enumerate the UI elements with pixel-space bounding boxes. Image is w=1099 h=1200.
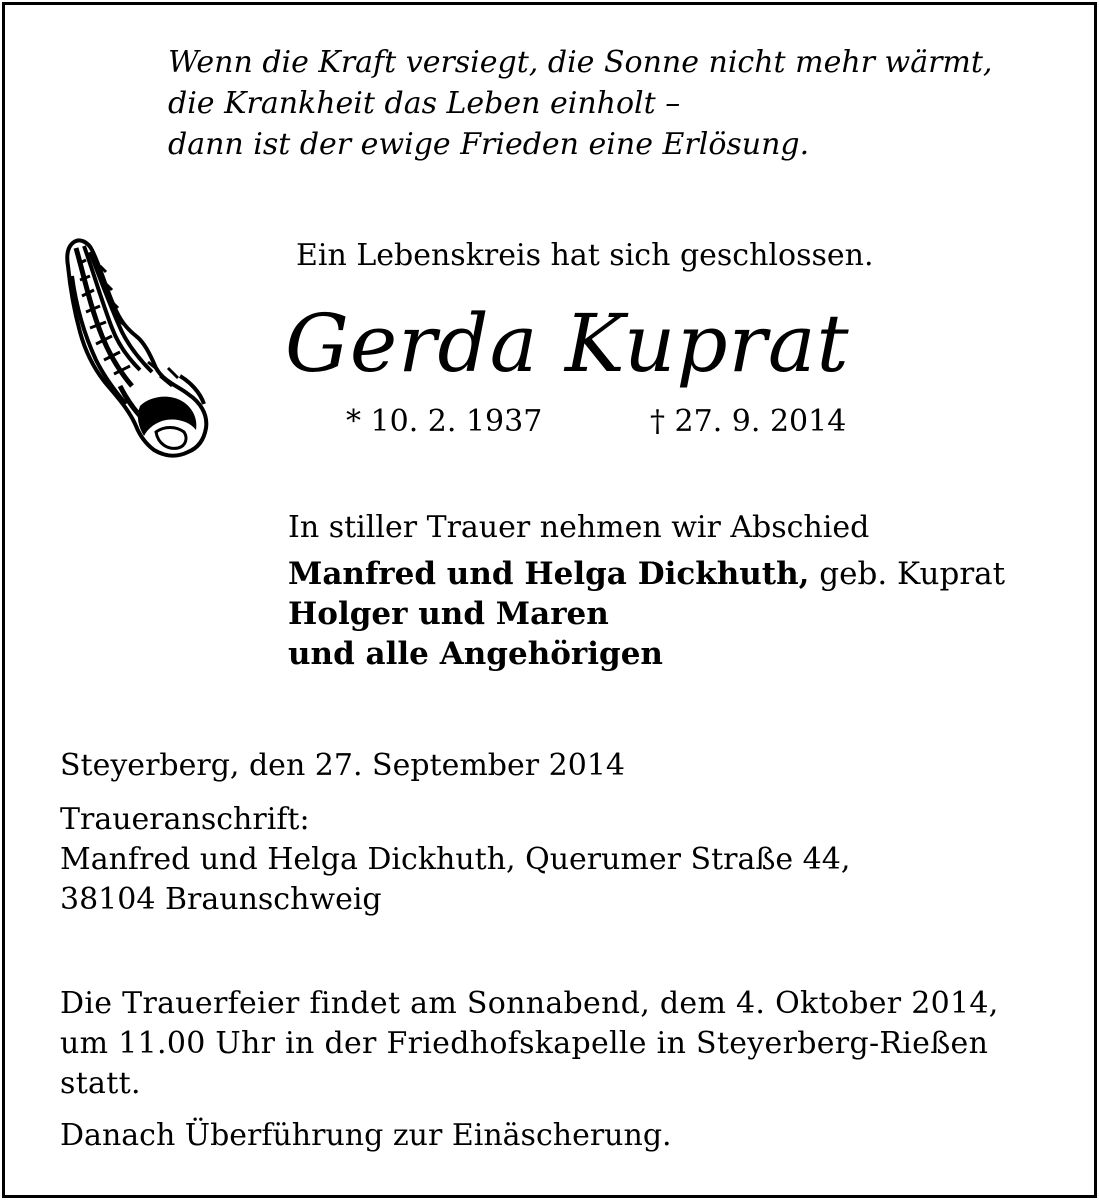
address-line: Manfred und Helga Dickhuth, Querumer Straße 44, [60, 842, 851, 877]
place-date: Steyerberg, den 27. September 2014 [60, 748, 625, 783]
mourner-names: Manfred und Helga Dickhuth, [288, 556, 810, 592]
mourning-address [60, 800, 850, 920]
mourning-intro: In stiller Trauer nehmen wir Abschied [288, 510, 870, 545]
service-line: statt. [60, 1066, 141, 1101]
funeral-service-info [60, 984, 999, 1104]
deceased-name: Gerda Kuprat [285, 297, 850, 390]
poem-verse [168, 42, 992, 165]
mourner-maiden-name: geb. Kuprat [809, 556, 1006, 592]
mourner-line: und alle Angehörigen [288, 636, 663, 672]
mourners-list [288, 554, 1005, 674]
address-label: Traueranschrift: [60, 802, 310, 837]
mourner-line: Holger und Maren [288, 596, 609, 632]
mourner-line [288, 554, 1005, 594]
poem-line: Wenn die Kraft versiegt, die Sonne nicht mehr wärmt, [168, 45, 993, 80]
service-line: um 11.00 Uhr in der Friedhofskapelle in Steyerberg-Rießen [60, 1026, 989, 1061]
poem-line: dann ist der ewige Frieden eine Erlösung. [168, 127, 810, 162]
death-date: † 27. 9. 2014 [650, 404, 847, 439]
birth-date: * 10. 2. 1937 [346, 404, 543, 439]
service-line: Die Trauerfeier findet am Sonnabend, dem 4. Oktober 2014, [60, 986, 999, 1021]
address-line: 38104 Braunschweig [60, 882, 382, 917]
cremation-note: Danach Überführung zur Einäscherung. [60, 1118, 672, 1153]
circle-of-life-line: Ein Lebenskreis hat sich geschlossen. [296, 238, 874, 273]
poem-line: die Krankheit das Leben einholt – [168, 86, 681, 121]
praying-hands-icon [60, 236, 220, 466]
